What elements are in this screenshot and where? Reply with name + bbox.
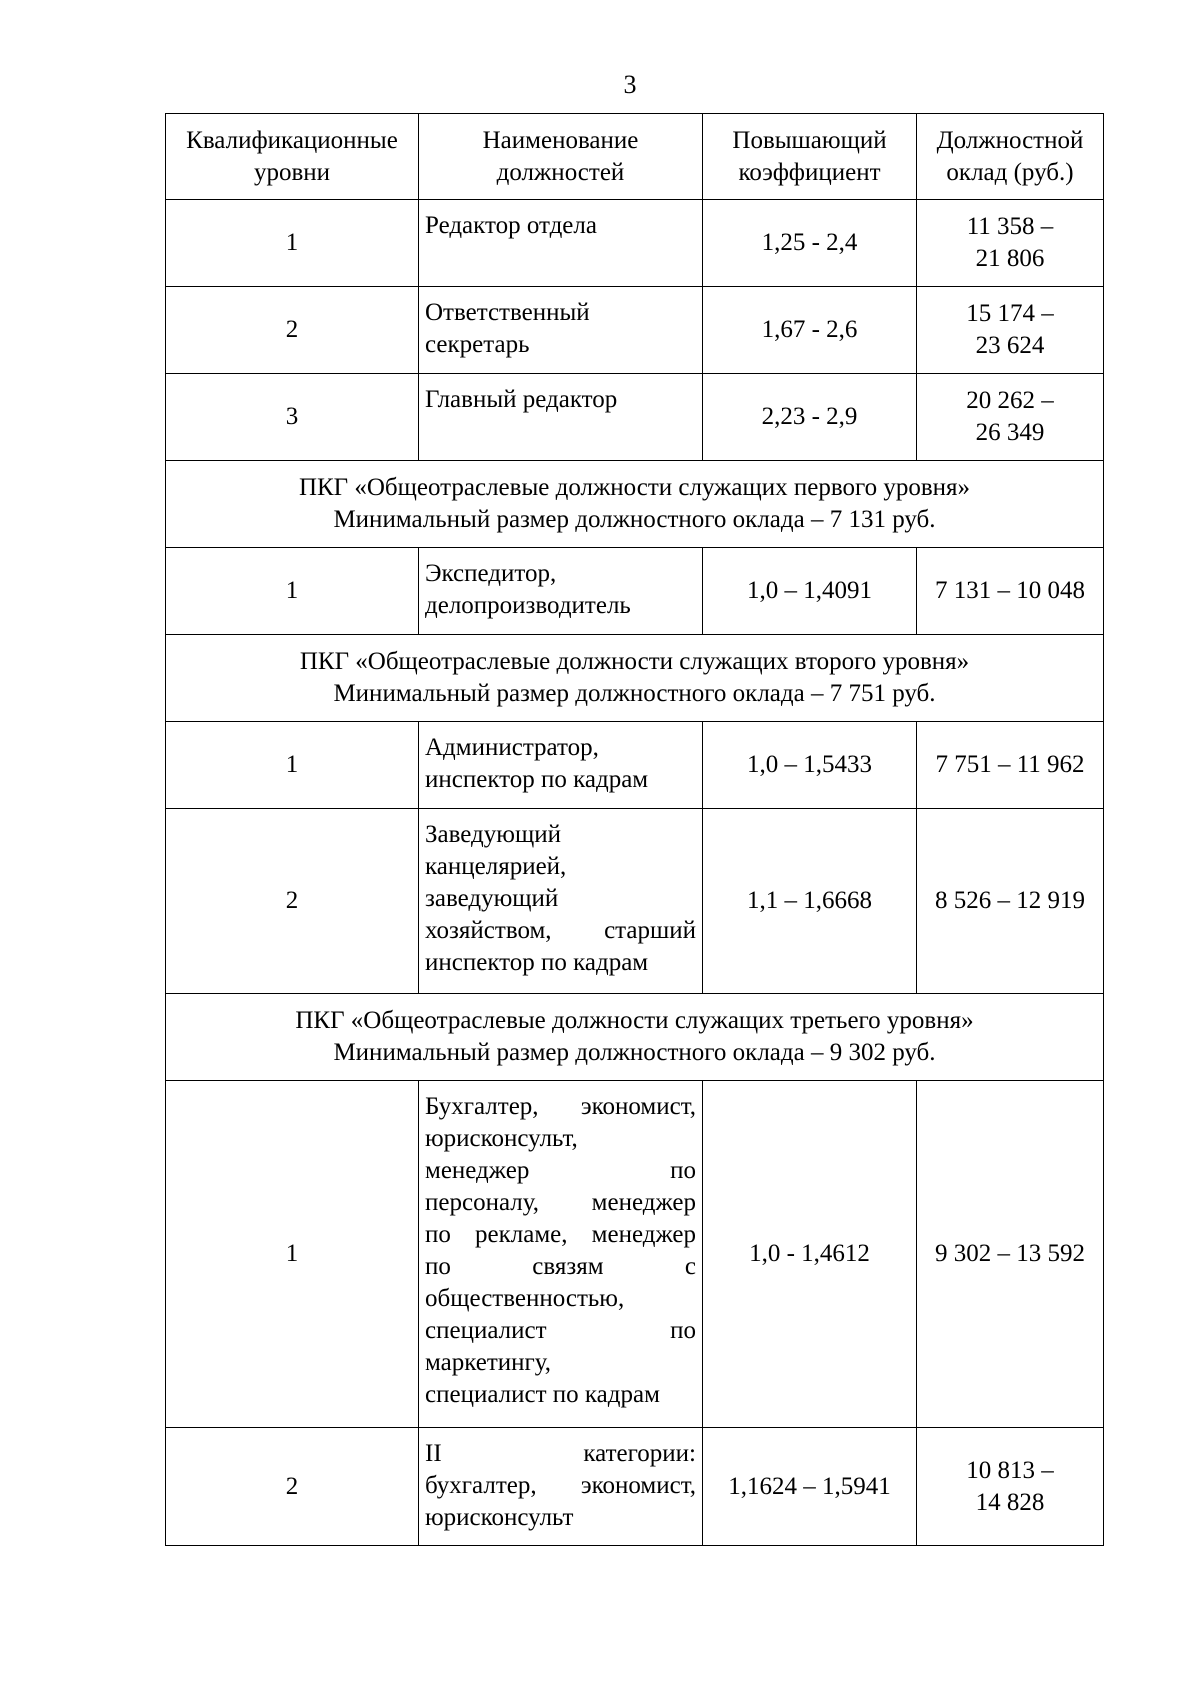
coefficient-cell: 1,0 - 1,4612 xyxy=(703,1081,917,1428)
position-name-cell: Заведующий канцелярией, заведующий хозяйством, старший инспектор по кадрам xyxy=(419,809,703,994)
page-number: 3 xyxy=(623,70,637,99)
coefficient-cell: 1,0 – 1,5433 xyxy=(703,722,917,809)
section-header-row xyxy=(166,461,1104,548)
header-coefficient: Повышающий коэффициент xyxy=(703,114,917,200)
table-row xyxy=(166,809,1104,994)
header-position-names: Наименование должностей xyxy=(419,114,703,200)
position-name-cell: Администратор, инспектор по кадрам xyxy=(419,722,703,809)
position-name-cell: Редактор отдела xyxy=(419,200,703,287)
salary-cell: 10 813 – 14 828 xyxy=(917,1428,1104,1546)
position-name-cell: II категории: бухгалтер, экономист, юрисконсульт xyxy=(419,1428,703,1546)
table-header-row xyxy=(166,114,1104,200)
level-cell: 3 xyxy=(166,374,419,461)
position-name-cell: Бухгалтер, экономист, юрисконсульт, менеджер по персоналу, менеджер по рекламе, менеджер по связям с общественностью, специалист по маркетингу, специалист по кадрам xyxy=(419,1081,703,1428)
salary-cell: 7 751 – 11 962 xyxy=(917,722,1104,809)
section-header-row xyxy=(166,994,1104,1081)
section-header-cell xyxy=(166,994,1104,1081)
level-cell: 1 xyxy=(166,548,419,635)
table-row xyxy=(166,1081,1104,1428)
section-title: ПКГ «Общеотраслевые должности служащих первого уровня» xyxy=(298,474,971,501)
section-header-cell xyxy=(166,461,1104,548)
level-cell: 2 xyxy=(166,809,419,994)
section-subtitle: Минимальный размер должностного оклада – 9 302 руб. xyxy=(333,1039,936,1066)
coefficient-cell: 1,25 - 2,4 xyxy=(703,200,917,287)
coefficient-cell: 1,1624 – 1,5941 xyxy=(703,1428,917,1546)
section-header-cell xyxy=(166,635,1104,722)
coefficient-cell: 1,67 - 2,6 xyxy=(703,287,917,374)
position-name-cell: Экспедитор, делопроизводитель xyxy=(419,548,703,635)
salary-cell: 11 358 – 21 806 xyxy=(917,200,1104,287)
salary-cell: 15 174 – 23 624 xyxy=(917,287,1104,374)
level-cell: 2 xyxy=(166,1428,419,1546)
coefficient-cell: 1,0 – 1,4091 xyxy=(703,548,917,635)
level-cell: 1 xyxy=(166,1081,419,1428)
level-cell: 1 xyxy=(166,200,419,287)
salary-cell: 8 526 – 12 919 xyxy=(917,809,1104,994)
position-name-cell: Ответственный секретарь xyxy=(419,287,703,374)
level-cell: 2 xyxy=(166,287,419,374)
level-cell: 1 xyxy=(166,722,419,809)
header-qualification-levels: Квалификационные уровни xyxy=(166,114,419,200)
section-title: ПКГ «Общеотраслевые должности служащих третьего уровня» xyxy=(295,1007,974,1034)
salary-table xyxy=(165,113,1104,1546)
coefficient-cell: 1,1 – 1,6668 xyxy=(703,809,917,994)
table-row xyxy=(166,1428,1104,1546)
salary-cell: 20 262 – 26 349 xyxy=(917,374,1104,461)
table-row xyxy=(166,374,1104,461)
section-header-row xyxy=(166,635,1104,722)
table-row xyxy=(166,287,1104,374)
section-subtitle: Минимальный размер должностного оклада – 7 751 руб. xyxy=(333,680,936,707)
position-name-cell: Главный редактор xyxy=(419,374,703,461)
section-subtitle: Минимальный размер должностного оклада – 7 131 руб. xyxy=(333,506,936,533)
salary-cell: 9 302 – 13 592 xyxy=(917,1081,1104,1428)
table-row xyxy=(166,200,1104,287)
table-row xyxy=(166,722,1104,809)
salary-cell: 7 131 – 10 048 xyxy=(917,548,1104,635)
coefficient-cell: 2,23 - 2,9 xyxy=(703,374,917,461)
table-row xyxy=(166,548,1104,635)
header-salary: Должностной оклад (руб.) xyxy=(917,114,1104,200)
section-title: ПКГ «Общеотраслевые должности служащих второго уровня» xyxy=(299,648,970,675)
